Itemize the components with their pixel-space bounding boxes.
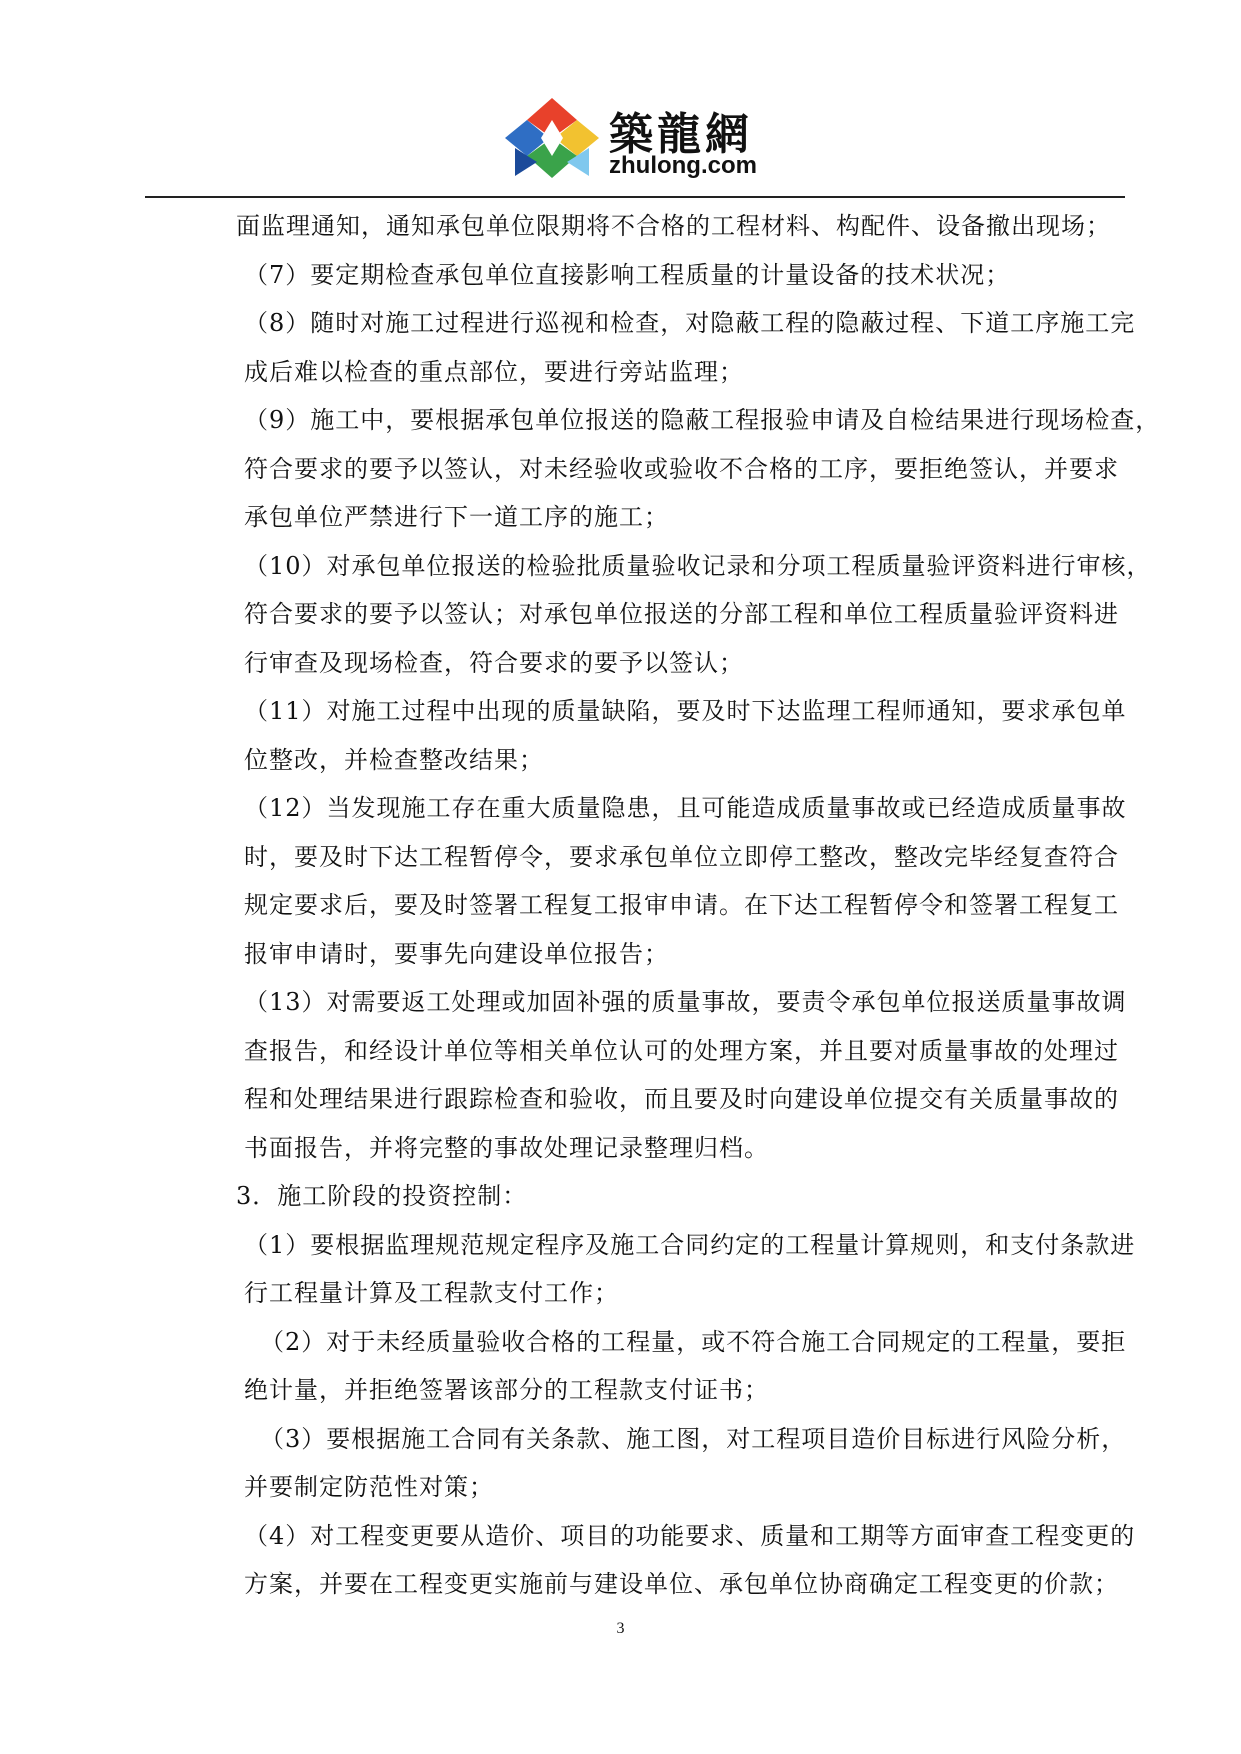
logo-domain: zhulong.com: [609, 152, 757, 179]
text-line: （2）对于未经质量验收合格的工程量，或不符合施工合同规定的工程量，要拒: [260, 1327, 1127, 1356]
text-line: （1）要根据监理规范规定程序及施工合同约定的工程量计算规则，和支付条款进: [244, 1230, 1136, 1259]
text-line: 程和处理结果进行跟踪检查和验收，而且要及时向建设单位提交有关质量事故的: [244, 1085, 1119, 1113]
zhulong-logo: [497, 90, 775, 186]
text-line: 时，要及时下达工程暂停令，要求承包单位立即停工整改，整改完毕经复查符合: [244, 842, 1119, 871]
text-line: 规定要求后，要及时签署工程复工报审申请。在下达工程暂停令和签署工程复工: [244, 891, 1119, 919]
text-line: （9）施工中，要根据承包单位报送的隐蔽工程报验申请及自检结果进行现场检查，: [244, 406, 1161, 434]
logo-emblem-icon: [497, 90, 607, 186]
text-line: 位整改，并检查整改结果；: [244, 745, 544, 774]
logo-name: 築龍網: [609, 109, 753, 160]
text-line: 成后难以检查的重点部位，要进行旁站监理；: [244, 357, 744, 386]
text-line: 绝计量，并拒绝签署该部分的工程款支付证书；: [244, 1376, 769, 1404]
text-line: 书面报告，并将完整的事故处理记录整理归档。: [244, 1133, 769, 1162]
text-line: 报审申请时，要事先向建设单位报告；: [244, 939, 669, 968]
text-line: 行审查及现场检查，符合要求的要予以签认；: [244, 648, 744, 677]
text-line: （12）当发现施工存在重大质量隐患，且可能造成质量事故或已经造成质量事故: [244, 794, 1127, 822]
text-line: 查报告，和经设计单位等相关单位认可的处理方案，并且要对质量事故的处理过: [244, 1036, 1119, 1065]
text-line: 并要制定防范性对策；: [244, 1473, 494, 1501]
text-line: （7）要定期检查承包单位直接影响工程质量的计量设备的技术状况；: [244, 260, 1011, 289]
text-line: 符合要求的要予以签认，对未经验收或验收不合格的工序，要拒绝签认，并要求: [244, 454, 1119, 483]
text-line: 行工程量计算及工程款支付工作；: [244, 1279, 619, 1307]
text-line: 符合要求的要予以签认；对承包单位报送的分部工程和单位工程质量验评资料进: [244, 600, 1119, 628]
text-line: 承包单位严禁进行下一道工序的施工；: [244, 503, 669, 531]
text-line: 面监理通知，通知承包单位限期将不合格的工程材料、构配件、设备撤出现场；: [236, 212, 1111, 240]
page-number: 3: [616, 1620, 625, 1637]
text-line: （10）对承包单位报送的检验批质量验收记录和分项工程质量验评资料进行审核，: [244, 551, 1152, 580]
text-line: （8）随时对施工过程进行巡视和检查，对隐蔽工程的隐蔽过程、下道工序施工完: [244, 309, 1136, 337]
header-rule: [145, 196, 1125, 198]
page-header: [0, 0, 1241, 200]
text-line: （3）要根据施工合同有关条款、施工图，对工程项目造价目标进行风险分析，: [260, 1424, 1127, 1453]
text-line: 方案，并要在工程变更实施前与建设单位、承包单位协商确定工程变更的价款；: [244, 1570, 1119, 1598]
document-body: [236, 202, 1161, 1609]
text-line: （13）对需要返工处理或加固补强的质量事故，要责令承包单位报送质量事故调: [244, 988, 1127, 1016]
text-line: （4）对工程变更要从造价、项目的功能要求、质量和工期等方面审查工程变更的: [244, 1521, 1136, 1550]
text-line: （11）对施工过程中出现的质量缺陷，要及时下达监理工程师通知，要求承包单: [244, 697, 1127, 725]
text-line: 3．施工阶段的投资控制：: [236, 1182, 528, 1210]
